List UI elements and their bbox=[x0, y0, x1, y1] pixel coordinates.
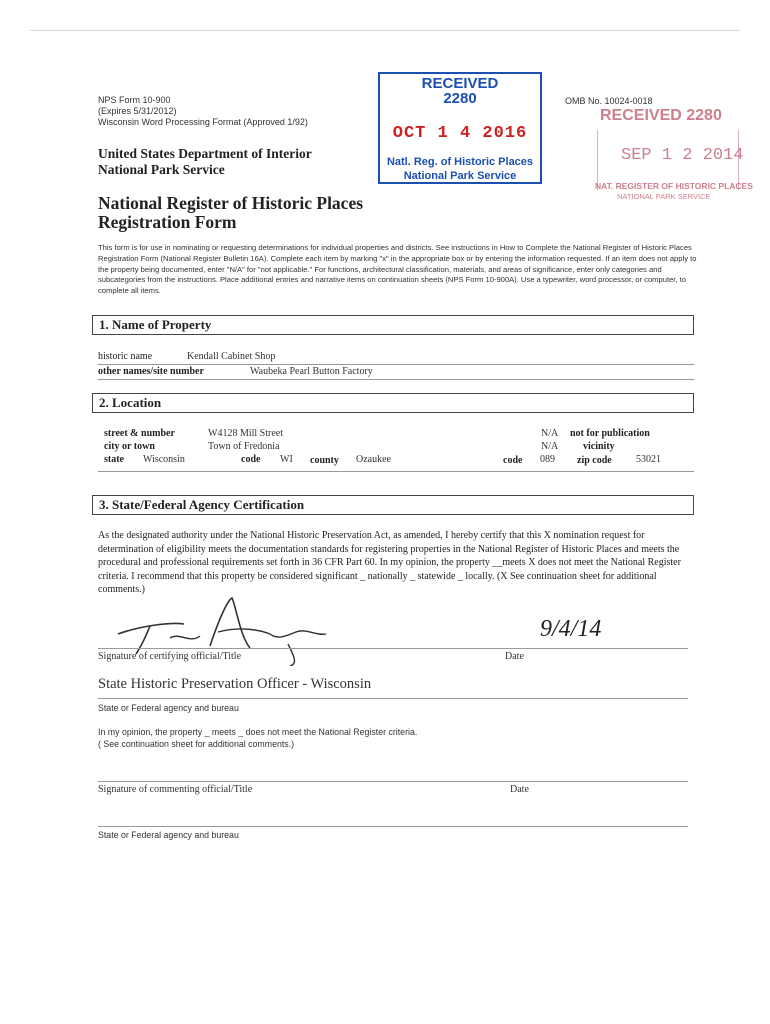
vicinity-label: vicinity bbox=[583, 441, 615, 452]
street-label: street & number bbox=[104, 428, 175, 439]
official-title-rule bbox=[98, 698, 688, 699]
not-for-publication-label: not for publication bbox=[570, 428, 650, 439]
state-code-label: code bbox=[241, 454, 261, 465]
intro-instructions: This form is for use in nominating or requesting determinations for individual properties and districts. See instructions in How to Complete the National Register of Historic Places Registration Form (National Register Bulletin 16A). Complete each item by marking "x" in the appropriate box or by entering the information requested. If an item does not apply to the property being documented, enter "N/A" for "not applicable." For functions, architectural classification, materials, and areas of significance, enter only categories and subcategories from the instructions. Place additional entries and narrative items on continuation sheets (NPS Form 10-900A). Use a typewriter, word processor, or computer, to complete all items. bbox=[98, 243, 697, 296]
bureau2-rule bbox=[98, 826, 688, 827]
section-certification bbox=[92, 495, 694, 515]
city-label: city or town bbox=[104, 441, 155, 452]
stamp2-date: SEP 1 2 2014 bbox=[621, 146, 744, 165]
other-names-rule bbox=[98, 379, 694, 380]
section-name-of-property bbox=[92, 315, 694, 335]
form-number: NPS Form 10-900 bbox=[98, 95, 171, 105]
format-note: Wisconsin Word Processing Format (Approved 1/92) bbox=[98, 117, 308, 127]
form-subtitle: Registration Form bbox=[98, 212, 237, 232]
omb-number: OMB No. 10024-0018 bbox=[565, 96, 653, 106]
county-code-value: 089 bbox=[540, 454, 555, 465]
handwritten-date: 9/4/14 bbox=[540, 616, 602, 642]
zip-value: 53021 bbox=[636, 454, 661, 465]
stamp2-service: NATIONAL PARK SERVICE bbox=[617, 192, 711, 201]
location-rule bbox=[98, 471, 694, 472]
zip-label: zip code bbox=[577, 455, 612, 466]
section-location bbox=[92, 393, 694, 413]
stamp2-received: RECEIVED 2280 bbox=[600, 107, 722, 124]
county-value: Ozaukee bbox=[356, 454, 391, 465]
date-label: Date bbox=[505, 651, 524, 662]
state-code-value: WI bbox=[280, 454, 293, 465]
received-stamp-right bbox=[595, 102, 753, 212]
section1-heading: 1. Name of Property bbox=[99, 317, 212, 332]
signature-rule bbox=[98, 648, 688, 649]
agency-department: United States Department of Interior bbox=[98, 146, 312, 161]
state-label: state bbox=[104, 454, 124, 465]
form-title: National Register of Historic Places bbox=[98, 193, 364, 213]
historic-name-label: historic name bbox=[98, 351, 153, 362]
city-value: Town of Fredonia bbox=[208, 441, 280, 452]
other-names-value: Waubeka Pearl Button Factory bbox=[250, 366, 373, 377]
opinion-continuation: ( See continuation sheet for additional comments.) bbox=[98, 739, 295, 749]
na-vicinity: N/A bbox=[541, 441, 559, 452]
state-value: Wisconsin bbox=[143, 454, 185, 465]
historic-name-value: Kendall Cabinet Shop bbox=[187, 351, 276, 362]
street-value: W4128 Mill Street bbox=[208, 428, 283, 439]
county-label: county bbox=[310, 455, 339, 466]
top-scan-line bbox=[30, 30, 740, 31]
stamp-received-date: OCT 1 4 2016 bbox=[392, 124, 528, 143]
stamp-service-line: National Park Service bbox=[403, 170, 517, 182]
stamp-received-label: RECEIVED bbox=[421, 75, 499, 92]
received-stamp-left bbox=[378, 72, 542, 184]
commenting-date-label: Date bbox=[510, 784, 529, 795]
official-title: State Historic Preservation Officer - Wisconsin bbox=[98, 676, 372, 692]
section2-heading: 2. Location bbox=[99, 395, 162, 410]
na-publication: N/A bbox=[541, 428, 559, 439]
commenting-signature-label: Signature of commenting official/Title bbox=[98, 784, 253, 795]
form-expires: (Expires 5/31/2012) bbox=[98, 106, 177, 116]
county-code-label: code bbox=[503, 455, 523, 466]
stamp-received-number: 2280 bbox=[443, 90, 477, 107]
bureau-label-2: State or Federal agency and bureau bbox=[98, 830, 239, 840]
other-names-label: other names/site number bbox=[98, 366, 204, 377]
commenting-rule bbox=[98, 781, 688, 782]
section3-heading: 3. State/Federal Agency Certification bbox=[99, 497, 305, 512]
bureau-label: State or Federal agency and bureau bbox=[98, 703, 239, 713]
stamp-registry-line: Natl. Reg. of Historic Places bbox=[386, 156, 534, 168]
agency-service: National Park Service bbox=[98, 162, 225, 177]
certification-text: As the designated authority under the National Historic Preservation Act, as amended, I hereby certify that this X nomination request for determination of eligibility meets the documentation standards for registering properties in the National Register of Historic Places and meets the procedural and professional requirements set forth in 36 CFR Part 60. In my opinion, the property __meets X does not meet the National Register criteria. I recommend that this property be considered significant _ nationally _ statewide _ locally. (X See continuation sheet for additional comments.) bbox=[98, 530, 681, 595]
stamp2-registry: NAT. REGISTER OF HISTORIC PLACES bbox=[595, 181, 753, 191]
historic-name-rule bbox=[98, 364, 694, 365]
opinion-text: In my opinion, the property _ meets _ does not meet the National Register criteria. bbox=[98, 727, 418, 737]
signature-label: Signature of certifying official/Title bbox=[98, 651, 242, 662]
